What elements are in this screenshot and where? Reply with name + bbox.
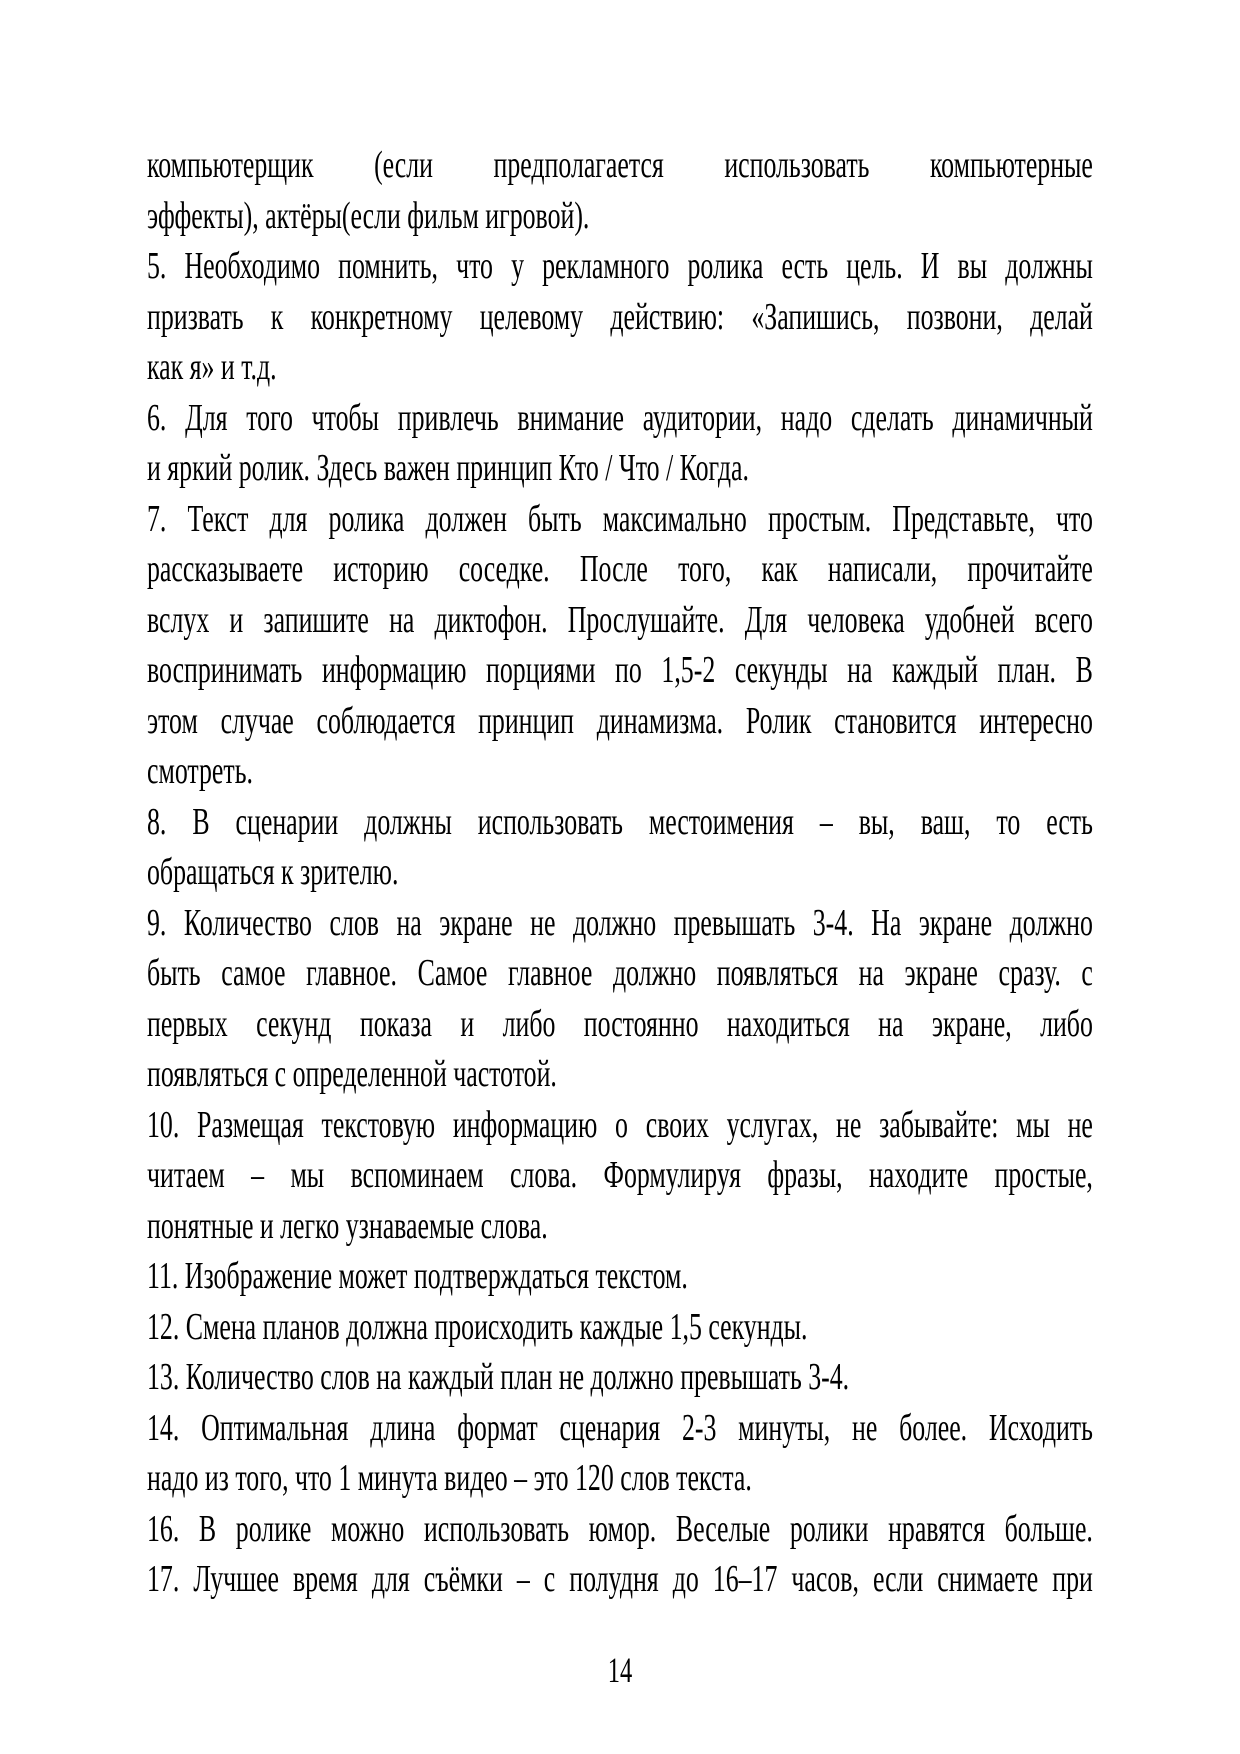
paragraph [147,898,1093,1100]
text-line: обращаться к зрителю. [147,851,399,893]
text-line: надо из того, что 1 минута видео – это 120 слов текста. [147,1457,752,1499]
text-line: смотреть. [147,750,253,792]
text-line: призвать к конкретному целевому действию: «Запишись, позвони, делай [147,295,1093,338]
text-line: первых секунд показа и либо постоянно находиться на экране, либо [147,1002,1093,1045]
text-line: 12. Смена планов должна происходить каждые 1,5 секунды. [147,1305,808,1348]
paragraph [147,494,1093,797]
text-line: 7. Текст для ролика должен быть максимально простым. Представьте, что [147,497,1093,540]
paragraph [147,1302,1093,1353]
text-line: воспринимать информацию порциями по 1,5-2 секунды на каждый план. В [147,649,1093,691]
text-line: 10. Размещая текстовую информацию о своих услугах, не забывайте: мы не [147,1103,1093,1146]
text-line: быть самое главное. Самое главное должно появляться на экране сразу. с [147,952,1093,994]
paragraph [147,140,1093,241]
text-line: появляться с определенной частотой. [147,1053,557,1095]
text-line: читаем – мы вспоминаем слова. Формулируя фразы, находите простые, [147,1154,1093,1196]
text-line: 13. Количество слов на каждый план не должно превышать 3-4. [147,1356,850,1398]
text-line: вслух и запишите на диктофон. Прослушайте. Для человека удобней всего [147,598,1093,641]
text-line: 14. Оптимальная длина формат сценария 2-3 минуты, не более. Исходить [147,1406,1093,1449]
text-block [147,140,1093,1696]
paragraph [147,1403,1093,1504]
paragraph [147,1251,1093,1302]
text-line: и яркий ролик. Здесь важен принцип Кто / Что / Когда. [147,447,749,489]
paragraph [147,1100,1093,1252]
text-line: рассказываете историю соседке. После того, как написали, прочитайте [147,548,1093,590]
page-number: 14 [607,1649,633,1690]
text-line: как я» и т.д. [147,346,277,388]
text-line: 16. В ролике можно использовать юмор. Веселые ролики нравятся больше. [147,1507,1093,1550]
text-line: компьютерщик (если предполагается использовать компьютерные [147,144,1093,186]
text-line: понятные и легко узнаваемые слова. [147,1204,548,1247]
text-line: эффекты), актёры(если фильм игровой). [147,194,590,237]
text-line: 5. Необходимо помнить, что у рекламного ролика есть цель. И вы должны [147,245,1093,287]
text-line: 6. Для того чтобы привлечь внимание аудитории, надо сделать динамичный [147,396,1093,439]
paragraph [147,797,1093,898]
text-line: 11. Изображение может подтверждаться текстом. [147,1255,688,1297]
text-line: 17. Лучшее время для съёмки – с полудня до 16–17 часов, если снимаете при [147,1558,1093,1600]
paragraph [147,1352,1093,1403]
text-line: этом случае соблюдается принцип динамизма. Ролик становится интересно [147,699,1093,742]
text-line: 8. В сценарии должны использовать местоимения – вы, ваш, то есть [147,800,1093,843]
paragraph [147,1554,1093,1605]
text-line: 9. Количество слов на экране не должно превышать 3-4. На экране должно [147,901,1093,944]
paragraph [147,1504,1093,1555]
paragraph [147,393,1093,494]
paragraph [147,241,1093,393]
